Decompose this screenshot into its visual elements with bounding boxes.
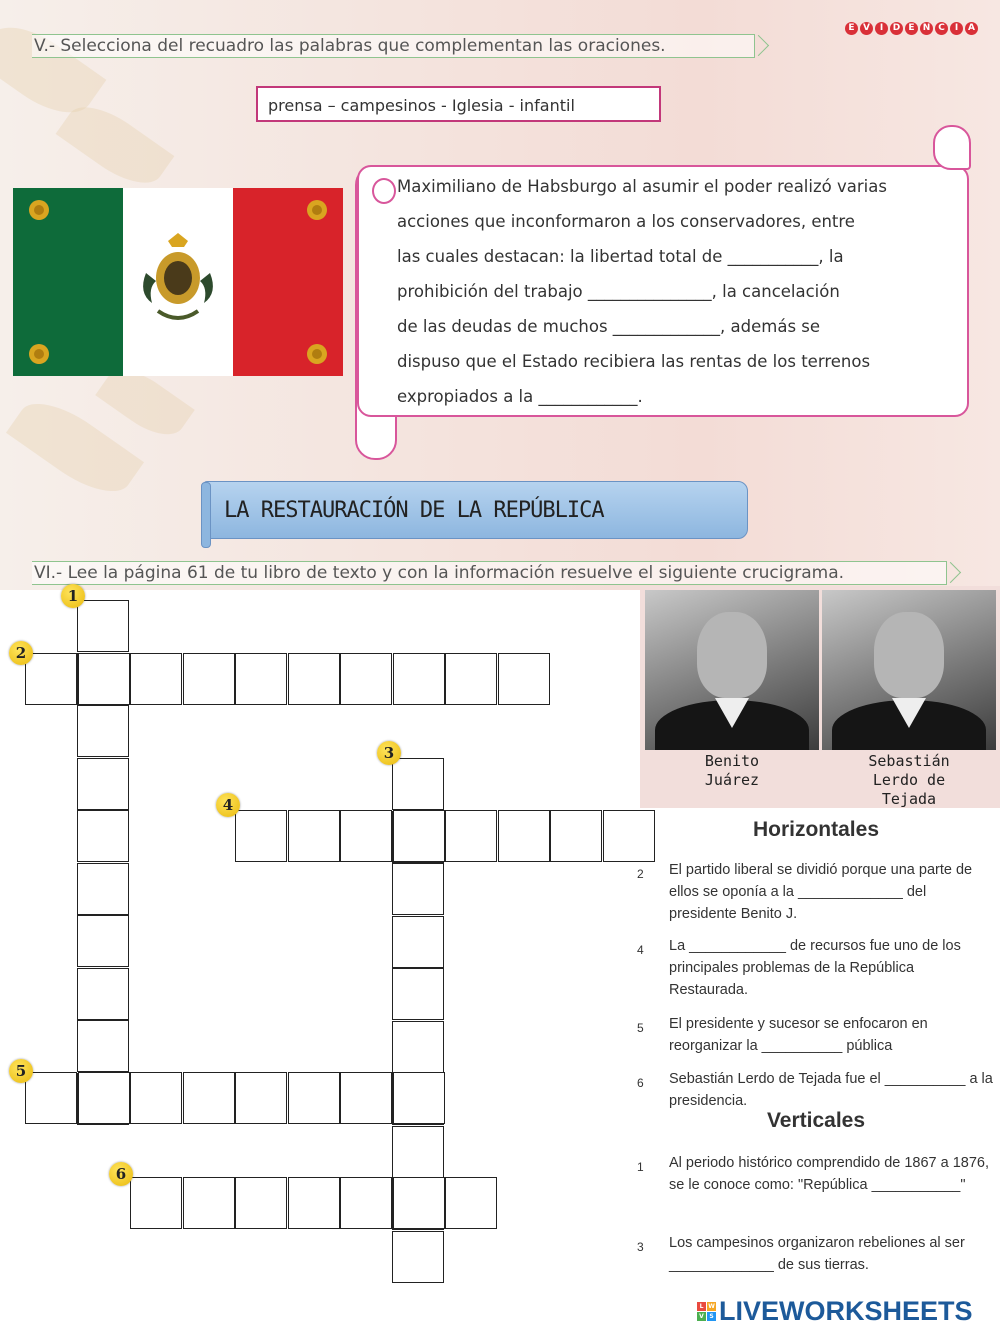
crossword-cell[interactable]: [392, 758, 444, 810]
clue-number: 1: [637, 1160, 644, 1174]
evidencia-badge: [845, 22, 978, 35]
badge-letter: D: [890, 22, 903, 35]
crossword-cell[interactable]: [550, 810, 602, 862]
word-bank: prensa – campesinos - Iglesia - infantil: [256, 86, 661, 122]
clue-text: La ____________ de recursos fue uno de los principales problemas de la República Restaurada.: [669, 938, 961, 998]
crossword-cell[interactable]: [183, 653, 235, 705]
crossword-cell[interactable]: [393, 1177, 445, 1229]
caption-line: Lerdo de: [872, 771, 946, 789]
paragraph-line: dispuso que el Estado recibiera las rentas de los terrenos: [397, 352, 871, 371]
crossword-cell[interactable]: [130, 1177, 182, 1229]
eagle-coat-of-arms-icon: [138, 233, 218, 328]
clue-text: El presidente y sucesor se enfocaron en reorganizar la __________ pública: [669, 1016, 928, 1054]
logo-letter: L: [697, 1302, 706, 1311]
clue-number-6: 6: [109, 1162, 133, 1186]
crossword-cell[interactable]: [77, 968, 129, 1020]
flag-white-stripe: [123, 188, 233, 376]
badge-letter: V: [860, 22, 873, 35]
crossword-cell[interactable]: [392, 1126, 444, 1178]
imperial-mexican-flag: [13, 188, 343, 376]
lerdo-de-tejada-caption: [822, 752, 996, 809]
caption-line: Benito: [704, 752, 760, 770]
badge-letter: C: [935, 22, 948, 35]
paragraph-line: Maximiliano de Habsburgo al asumir el poder realizó varias: [397, 177, 887, 196]
portraits-panel: [640, 586, 1000, 808]
badge-letter: E: [905, 22, 918, 35]
paragraph-line: de las deudas de muchos _____________, además se: [397, 317, 821, 336]
logo-letter: W: [708, 1302, 715, 1310]
crossword-cell[interactable]: [340, 1072, 392, 1124]
crossword-cell[interactable]: [77, 600, 129, 652]
benito-juarez-caption: [645, 752, 819, 790]
scroll-curl-top: [933, 125, 971, 170]
crossword-cell[interactable]: [235, 810, 287, 862]
clue-number-1: 1: [61, 584, 85, 608]
crossword-cell[interactable]: [183, 1177, 235, 1229]
crossword-cell[interactable]: [340, 1177, 392, 1229]
crossword-cell[interactable]: [392, 863, 444, 915]
crossword-cell[interactable]: [393, 810, 445, 862]
crest-icon: [25, 340, 53, 368]
badge-letter: A: [965, 22, 978, 35]
caption-line: Juárez: [704, 771, 760, 789]
paragraph-line: acciones que inconformaron a los conservadores, entre: [397, 212, 855, 231]
clue-number: 6: [637, 1076, 644, 1090]
logo-letter: V: [697, 1312, 706, 1321]
crossword-cell[interactable]: [77, 758, 129, 810]
crossword-cell[interactable]: [77, 810, 129, 862]
clue-number: 5: [637, 1021, 644, 1035]
clue-number: 4: [637, 943, 644, 957]
badge-letter: E: [845, 22, 858, 35]
caption-line: Sebastián: [868, 752, 950, 770]
instruction-vi: VI.- Lee la página 61 de tu libro de texto y con la información resuelve el siguiente crucigrama.: [32, 561, 947, 585]
instruction-v: V.- Selecciona del recuadro las palabras que complementan las oraciones.: [32, 34, 755, 58]
crossword-cell[interactable]: [235, 1177, 287, 1229]
crossword-cell[interactable]: [235, 653, 287, 705]
paragraph-line: expropiados a la ____________.: [397, 387, 643, 406]
crossword-cell[interactable]: [392, 916, 444, 968]
horizontales-heading: Horizontales: [752, 818, 880, 841]
crossword-cell[interactable]: [498, 810, 550, 862]
clue-number-4: 4: [216, 793, 240, 817]
crossword-cell[interactable]: [130, 653, 182, 705]
crossword-cell[interactable]: [288, 1072, 340, 1124]
crossword-cell[interactable]: [288, 653, 340, 705]
crossword-cell[interactable]: [392, 1021, 444, 1073]
paragraph-line: prohibición del trabajo _______________, la cancelación: [397, 282, 840, 301]
crossword-cell[interactable]: [445, 653, 497, 705]
crest-icon: [303, 340, 331, 368]
liveworksheets-logo: [697, 1296, 973, 1326]
crossword-cell[interactable]: [393, 653, 445, 705]
badge-letter: I: [875, 22, 888, 35]
crossword-cell[interactable]: [445, 810, 497, 862]
logo-mark-icon: [697, 1302, 716, 1321]
crossword-cell[interactable]: [25, 653, 77, 705]
flag-green-stripe: [13, 188, 123, 376]
clue-number-2: 2: [9, 641, 33, 665]
crossword-cell[interactable]: [340, 653, 392, 705]
logo-text: LIVEWORKSHEETS: [719, 1295, 973, 1326]
clue-text: Los campesinos organizaron rebeliones al ser _____________ de sus tierras.: [669, 1235, 965, 1273]
caption-line: Tejada: [881, 790, 937, 808]
crossword-cell[interactable]: [393, 1072, 445, 1124]
crossword-cell[interactable]: [77, 863, 129, 915]
crossword-cell[interactable]: [78, 1072, 130, 1124]
crossword-cell[interactable]: [288, 810, 340, 862]
scroll-curl-left: [372, 178, 396, 204]
badge-letter: N: [920, 22, 933, 35]
paragraph-line: las cuales destacan: la libertad total de ___________, la: [397, 247, 844, 266]
logo-letter: S: [707, 1312, 716, 1321]
crest-icon: [25, 196, 53, 224]
crossword-cell[interactable]: [340, 810, 392, 862]
clue-number-3: 3: [377, 741, 401, 765]
crossword-cell[interactable]: [78, 653, 130, 705]
crossword-cell[interactable]: [77, 705, 129, 757]
clue-number: 2: [637, 867, 644, 881]
crossword-cell[interactable]: [498, 653, 550, 705]
clue-text: Al periodo histórico comprendido de 1867 a 1876, se le conoce como: "República ___________": [669, 1155, 990, 1193]
clue-number-5: 5: [9, 1059, 33, 1083]
clue-text: Sebastián Lerdo de Tejada fue el __________ a la presidencia.: [669, 1071, 993, 1109]
section-title-banner: LA RESTAURACIÓN DE LA REPÚBLICA: [203, 481, 748, 539]
crossword-cell[interactable]: [130, 1072, 182, 1124]
crossword-cell[interactable]: [288, 1177, 340, 1229]
crossword-cell[interactable]: [77, 1020, 129, 1072]
crossword-cell[interactable]: [392, 968, 444, 1020]
badge-letter: I: [950, 22, 963, 35]
flag-red-stripe: [233, 188, 343, 376]
crest-icon: [303, 196, 331, 224]
crossword-cell[interactable]: [77, 915, 129, 967]
crossword-cell[interactable]: [25, 1072, 77, 1124]
lerdo-de-tejada-photo: [822, 590, 996, 750]
crossword-cell[interactable]: [183, 1072, 235, 1124]
crossword-cell[interactable]: [235, 1072, 287, 1124]
benito-juarez-photo: [645, 590, 819, 750]
crossword-cell[interactable]: [445, 1177, 497, 1229]
crossword-cell[interactable]: [392, 1231, 444, 1283]
clue-text: El partido liberal se dividió porque una parte de ellos se oponía a la _____________ del presidente Benito J.: [669, 862, 973, 922]
clue-number: 3: [637, 1240, 644, 1254]
verticales-heading: Verticales: [766, 1109, 866, 1132]
fill-in-paragraph: [397, 176, 957, 421]
